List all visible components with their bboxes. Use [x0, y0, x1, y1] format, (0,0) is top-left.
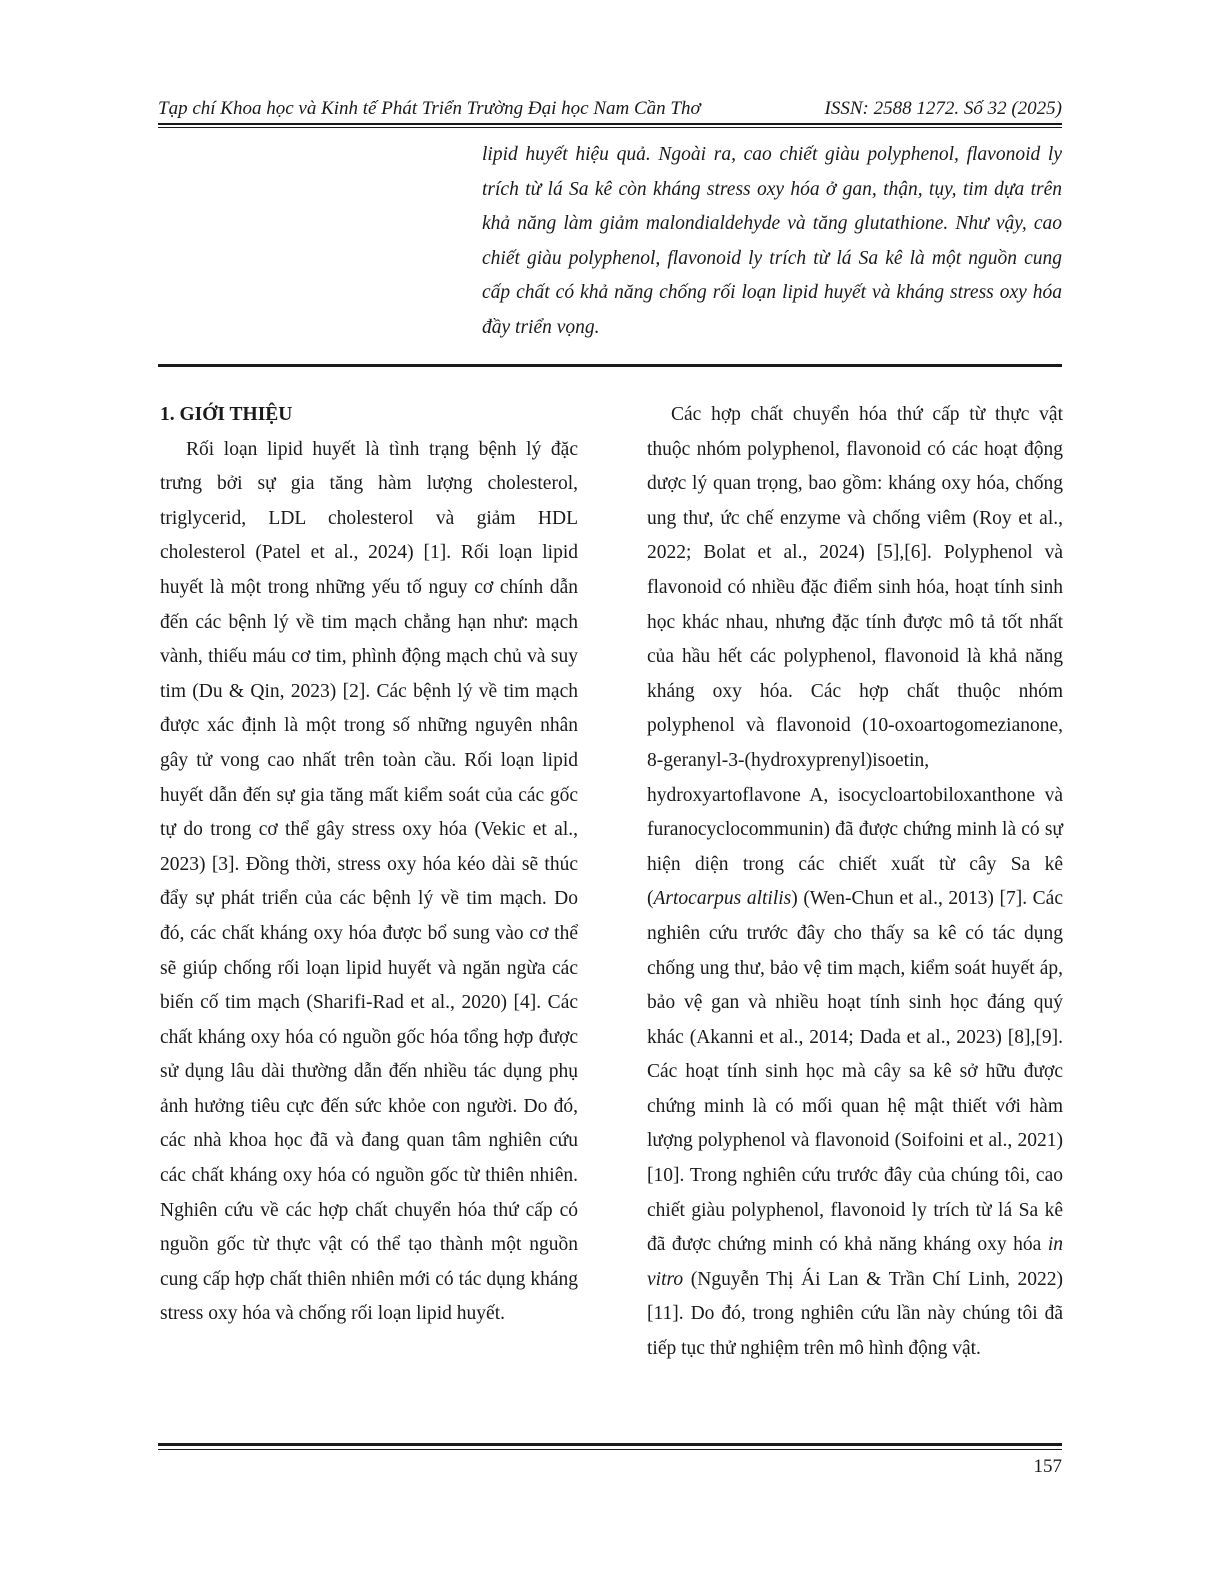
section-heading: 1. GIỚI THIỆU — [160, 404, 293, 425]
issn-issue: ISSN: 2588 1272. Số 32 (2025) — [824, 98, 1062, 119]
in-vitro-term: in vitro — [647, 1234, 1063, 1290]
left-column — [160, 398, 578, 1332]
running-header — [158, 94, 1062, 124]
right-column — [647, 398, 1063, 1367]
abstract-block — [482, 138, 1062, 345]
abstract-divider — [158, 364, 1062, 367]
right-text-part1: Các hợp chất chuyển hóa thứ cấp từ thực vật thuộc nhóm polyphenol, flavonoid có các hoạt động dược lý quan trọng, bao gồm: kháng oxy hóa, chống ung thư, ức chế enzyme và chống viêm (Roy et al., 2022; Bolat et al., 2024) [5],[6]. Polyphenol và flavonoid có nhiều đặc điểm sinh hóa, hoạt tính sinh học khác nhau, nhưng đặc tính được mô tả tốt nhất của hầu hết các polyphenol, flavonoid là khả năng kháng oxy hóa. Các hợp chất thuộc nhóm polyphenol và flavonoid (10-oxoartogomezianone, 8-geranyl-3-(hydroxyprenyl)isoetin, hydroxyartoflavone A, isocycloartobiloxanthone và furanocyclocommunin) đã được chứng minh là có sự hiện diện trong các chiết xuất từ cây Sa kê ( — [647, 404, 1063, 910]
intro-paragraph-right — [647, 398, 1063, 1367]
intro-paragraph-left: Rối loạn lipid huyết là tình trạng bệnh lý đặc trưng bởi sự gia tăng hàm lượng cholesterol, triglycerid, LDL cholesterol và giảm HDL cholesterol (Patel et al., 2024) [1]. Rối loạn lipid huyết là một trong những yếu tố nguy cơ chính dẫn đến các bệnh lý về tim mạch chẳng hạn như: mạch vành, thiếu máu cơ tim, phình động mạch chủ và suy tim (Du & Qin, 2023) [2]. Các bệnh lý về tim mạch được xác định là một trong số những nguyên nhân gây tử vong cao nhất trên toàn cầu. Rối loạn lipid huyết dẫn đến sự gia tăng mất kiểm soát của các gốc tự do trong cơ thể gây stress oxy hóa (Vekic et al., 2023) [3]. Đồng thời, stress oxy hóa kéo dài sẽ thúc đẩy sự phát triển của các bệnh lý về tim mạch. Do đó, các chất kháng oxy hóa được bổ sung vào cơ thể sẽ giúp chống rối loạn lipid huyết và ngăn ngừa các biến cố tim mạch (Sharifi-Rad et al., 2020) [4]. Các chất kháng oxy hóa có nguồn gốc hóa tổng hợp được sử dụng lâu dài thường dẫn đến nhiều tác dụng phụ ảnh hưởng tiêu cực đến sức khỏe con người. Do đó, các nhà khoa học đã và đang quan tâm nghiên cứu các chất kháng oxy hóa có nguồn gốc từ thiên nhiên. Nghiên cứu về các hợp chất chuyển hóa thứ cấp có nguồn gốc từ thực vật có thể tạo thành một nguồn cung cấp hợp chất thiên nhiên mới có tác dụng kháng stress oxy hóa và chống rối loạn lipid huyết. — [160, 438, 578, 1325]
right-text-part3: (Nguyễn Thị Ái Lan & Trần Chí Linh, 2022) [11]. Do đó, trong nghiên cứu lần này chúng tôi đã tiếp tục thử nghiệm trên mô hình động vật. — [647, 1268, 1063, 1360]
species-name: Artocarpus altilis — [653, 888, 792, 910]
header-rule — [158, 123, 1062, 128]
abstract-text: lipid huyết hiệu quả. Ngoài ra, cao chiết giàu polyphenol, flavonoid ly trích từ lá Sa kê còn kháng stress oxy hóa ở gan, thận, tụy, tim dựa trên khả năng làm giảm malondialdehyde và tăng glutathione. Như vậy, cao chiết giàu polyphenol, flavonoid ly trích từ lá Sa kê là một nguồn cung cấp chất có khả năng chống rối loạn lipid huyết và kháng stress oxy hóa đầy triển vọng. — [482, 144, 1062, 338]
page-number: 157 — [1033, 1456, 1062, 1477]
journal-title: Tạp chí Khoa học và Kinh tế Phát Triển Trường Đại học Nam Cần Thơ — [158, 98, 701, 119]
footer-rule — [158, 1443, 1062, 1450]
right-text-part2: ) (Wen-Chun et al., 2013) [7]. Các nghiên cứu trước đây cho thấy sa kê có tác dụng chống ung thư, bảo vệ tim mạch, kiểm soát huyết áp, bảo vệ gan và nhiều hoạt tính sinh học đáng quý khác (Akanni et al., 2014; Dada et al., 2023) [8],[9]. Các hoạt tính sinh học mà cây sa kê sở hữu được chứng minh là có mối quan hệ mật thiết với hàm lượng polyphenol và flavonoid (Soifoini et al., 2021) [10]. Trong nghiên cứu trước đây của chúng tôi, cao chiết giàu polyphenol, flavonoid ly trích từ lá Sa kê đã được chứng minh có khả năng kháng oxy hóa — [647, 888, 1063, 1256]
